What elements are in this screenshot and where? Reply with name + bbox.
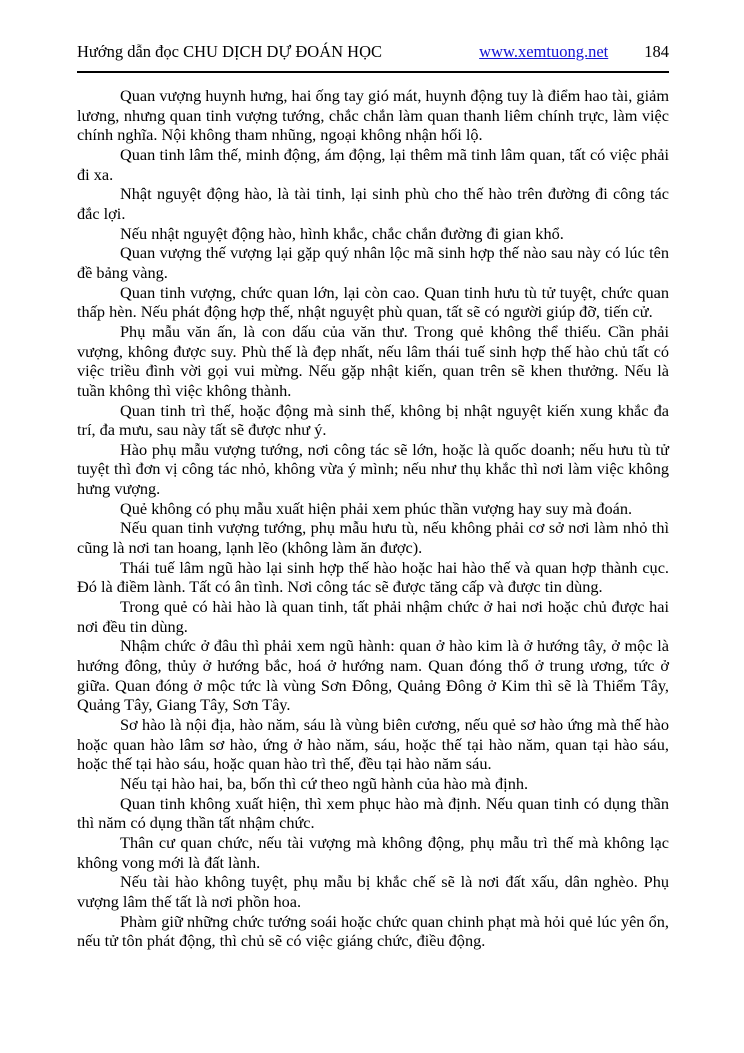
paragraph: Quan vượng huynh hưng, hai ống tay gió mát, huynh động tuy là điểm hao tài, giảm lương, nhưng quan tinh vượng tướng, chắc chắn làm quan thanh liêm chính trực, làm việc chính nghĩa. Nội không tham nhũng, ngoại không nhận hối lộ. xyxy=(77,86,669,145)
paragraph: Nếu quan tinh vượng tướng, phụ mẫu hưu tù, nếu không phải cơ sở nơi làm nhỏ thì cũng là nơi tan hoang, lạnh lẽo (không làm ăn được). xyxy=(77,518,669,558)
paragraph: Nếu nhật nguyệt động hào, hình khắc, chắc chắn đường đi gian khổ. xyxy=(120,223,564,243)
paragraph: Hào phụ mẫu vượng tướng, nơi công tác sẽ lớn, hoặc là quốc doanh; nếu hưu tù tử tuyệt thì đơn vị công tác nhỏ, không vừa ý mình; nếu như thụ khắc thì nơi làm việc không hưng vượng. xyxy=(77,439,669,499)
document-body xyxy=(77,86,669,951)
paragraph: Quan tinh lâm thế, minh động, ám động, lại thêm mã tinh lâm quan, tất có việc phải đi xa. xyxy=(77,144,669,184)
paragraph: Quẻ không có phụ mẫu xuất hiện phải xem phúc thần vượng hay suy mà đoán. xyxy=(120,498,633,518)
paragraph: Phàm giữ những chức tướng soái hoặc chức quan chinh phạt mà hỏi quẻ lúc yên ổn, nếu tử tôn phát động, thì chủ sẽ có việc giáng chức, điều động. xyxy=(77,911,669,951)
paragraph: Quan vượng thế vượng lại gặp quý nhân lộc mã sinh hợp thế nào sau này có lúc tên đề bảng vàng. xyxy=(77,243,669,282)
header-divider xyxy=(77,71,669,73)
header-title: Hướng dẫn đọc CHU DỊCH DỰ ĐOÁN HỌC xyxy=(77,42,382,61)
paragraph: Trong quẻ có hài hào là quan tinh, tất phải nhậm chức ở hai nơi hoặc chủ được hai nơi đều tin dùng. xyxy=(77,597,669,636)
paragraph: Quan tinh trì thế, hoặc động mà sinh thế, không bị nhật nguyệt kiến xung khắc đa trí, đa mưu, sau này tất sẽ được như ý. xyxy=(77,400,669,440)
page-number: 184 xyxy=(644,42,669,61)
paragraph: Nếu tài hào không tuyệt, phụ mẫu bị khắc chế sẽ là nơi đất xấu, dân nghèo. Phụ vượng lâm thế tất là nơi phồn hoa. xyxy=(77,872,669,911)
paragraph: Nếu tại hào hai, ba, bốn thì cứ theo ngũ hành của hào mà định. xyxy=(120,773,529,793)
website-link[interactable]: www.xemtuong.net xyxy=(479,42,609,61)
paragraph: Thái tuế lâm ngũ hào lại sinh hợp thế hào hoặc hai hào thế và quan hợp thành cục. Đó là điềm lành. Tất có ân tình. Nơi công tác sẽ được tăng cấp và được tin dùng. xyxy=(77,557,669,597)
paragraph: Quan tinh vượng, chức quan lớn, lại còn cao. Quan tinh hưu tù tử tuyệt, chức quan thấp hèn. Nếu phát động hợp thế, nhật nguyệt phù quan, tất sẽ có người giúp đỡ, tiến cử. xyxy=(77,282,669,322)
page-header xyxy=(77,42,669,62)
paragraph: Thân cư quan chức, nếu tài vượng mà không động, phụ mẫu trì thế mà không lạc không vong mới là đất lành. xyxy=(77,832,669,872)
paragraph: Quan tinh không xuất hiện, thì xem phục hào mà định. Nếu quan tinh có dụng thần thì năm có dụng thần tất nhậm chức. xyxy=(77,793,669,833)
paragraph: Nhật nguyệt động hào, là tài tinh, lại sinh phù cho thế hào trên đường đi công tác đắc lợi. xyxy=(77,184,669,223)
paragraph: Phụ mẫu văn ấn, là con dấu của văn thư. Trong quẻ không thể thiếu. Cần phải vượng, không được suy. Phù thế là đẹp nhất, nếu lâm thái tuế sinh hợp thế hào chủ tất có việc triều đình vời gọi vui mừng. Nếu gặp nhật kiến, quan trên sẽ khen thưởng. Nếu là tuần không thì việc không thành. xyxy=(77,321,669,400)
paragraph: Nhậm chức ở đâu thì phải xem ngũ hành: quan ở hào kim là ở hướng tây, ở mộc là hướng đông, thủy ở hướng bắc, hoá ở hướng nam. Quan đóng thổ ở trung ương, tức ở giữa. Quan đóng ở mộc tức là vùng Sơn Đông, Quảng Đông ở Kim thì sẽ là Thiểm Tây, Quảng Tây, Giang Tây, Sơn Tây. xyxy=(77,636,669,715)
paragraph: Sơ hào là nội địa, hào năm, sáu là vùng biên cương, nếu quẻ sơ hào ứng mà thế hào hoặc quan hào lâm sơ hào, ứng ở hào năm, sáu, hoặc thế tại hào năm, quan tại hào sáu, hoặc thế tại hào sáu, hoặc quan hào trì thế, đều tại hào năm sáu. xyxy=(77,715,669,774)
